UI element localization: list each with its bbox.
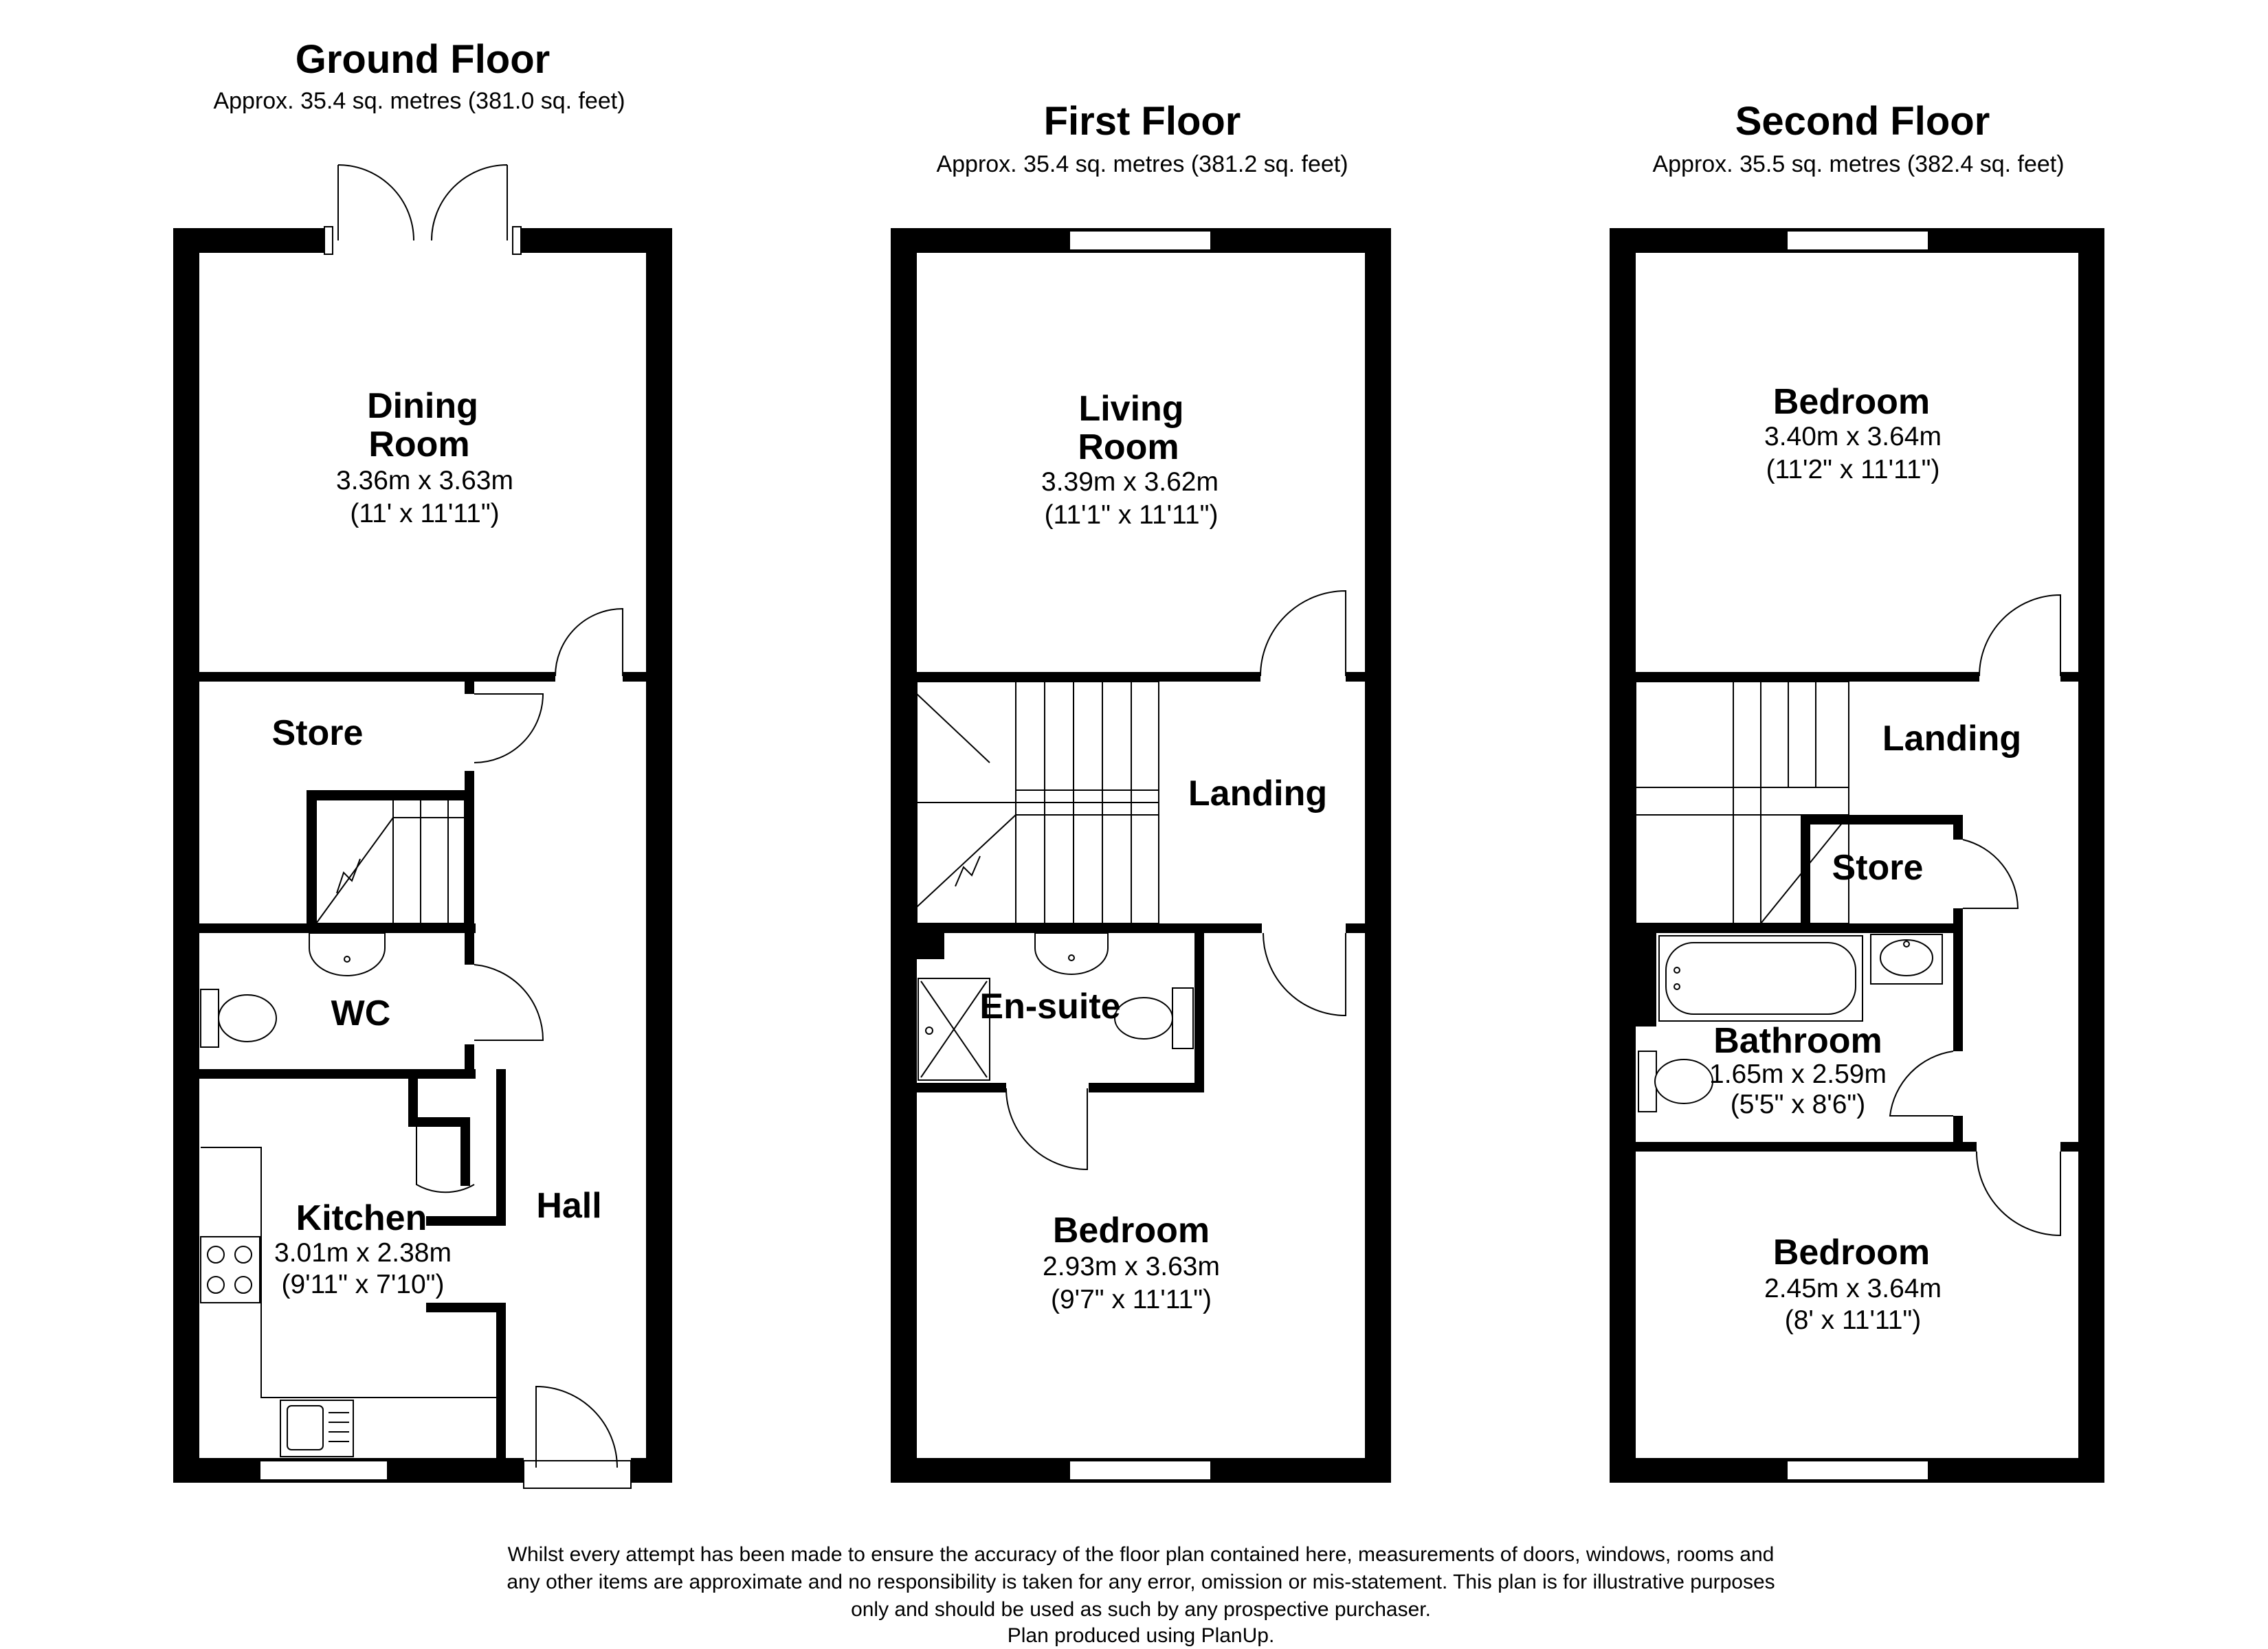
floor-area: Approx. 35.5 sq. metres (382.4 sq. feet) — [1652, 151, 2065, 177]
window — [1069, 231, 1211, 250]
disclaimer-line: Whilst every attempt has been made to ensure the accuracy of the floor plan contained here, measurements of doors, windows, rooms and — [507, 1543, 1775, 1566]
room-name: Kitchen — [296, 1198, 427, 1238]
room-dimensions-imperial: (5'5" x 8'6") — [1730, 1090, 1866, 1119]
window — [1787, 231, 1928, 250]
room-name: Store — [271, 713, 364, 753]
room-dimensions: 3.01m x 2.38m — [274, 1238, 452, 1268]
room-name: Landing — [1882, 719, 2022, 759]
floor-title: First Floor — [1043, 99, 1241, 144]
room-name: Room — [1078, 427, 1179, 467]
room-dimensions: 2.93m x 3.63m — [1043, 1252, 1220, 1281]
room-dimensions-imperial: (11' x 11'11") — [350, 499, 500, 528]
room-name: Hall — [536, 1186, 602, 1226]
floor-title: Ground Floor — [295, 37, 551, 82]
window — [260, 1461, 388, 1480]
room-name: Landing — [1188, 774, 1328, 814]
room-dimensions-imperial: (11'1" x 11'11") — [1044, 500, 1219, 530]
room-name: Room — [368, 425, 470, 464]
disclaimer-line: Plan produced using PlanUp. — [1007, 1624, 1275, 1647]
room-name: Living — [1078, 389, 1184, 429]
room-dimensions-imperial: (9'11" x 7'10") — [281, 1270, 445, 1299]
room-dimensions: 3.40m x 3.64m — [1764, 422, 1942, 451]
room-name: WC — [331, 994, 391, 1033]
room-dimensions-imperial: (11'2" x 11'11") — [1766, 455, 1940, 484]
bath — [1659, 936, 1863, 1021]
disclaimer-line: only and should be used as such by any prospective purchaser. — [851, 1598, 1431, 1621]
floor-area: Approx. 35.4 sq. metres (381.2 sq. feet) — [936, 151, 1348, 177]
room-name: Bedroom — [1772, 382, 1931, 422]
room-name: Bedroom — [1772, 1233, 1931, 1272]
room-name: Store — [1832, 848, 1924, 888]
floor-area: Approx. 35.4 sq. metres (381.0 sq. feet) — [213, 88, 625, 114]
room-dimensions-imperial: (8' x 11'11") — [1784, 1305, 1922, 1335]
bathroom-basin — [1871, 934, 1942, 984]
room-name: Dining — [367, 386, 478, 426]
shower — [918, 978, 990, 1080]
disclaimer-line: any other items are approximate and no responsibility is taken for any error, omission or mis-statement. This plan is for illustrative purposes — [507, 1571, 1775, 1593]
room-name: Bedroom — [1052, 1211, 1210, 1250]
room-name: En-suite — [979, 987, 1121, 1027]
room-name: Bathroom — [1713, 1021, 1882, 1061]
window — [1069, 1461, 1211, 1480]
room-dimensions: 2.45m x 3.64m — [1764, 1274, 1942, 1303]
room-dimensions-imperial: (9'7" x 11'11") — [1050, 1285, 1212, 1314]
window — [1787, 1461, 1928, 1480]
room-dimensions: 3.39m x 3.62m — [1041, 467, 1219, 497]
room-dimensions: 3.36m x 3.63m — [336, 466, 513, 495]
room-dimensions: 1.65m x 2.59m — [1709, 1059, 1887, 1089]
floor-title: Second Floor — [1735, 99, 1990, 144]
